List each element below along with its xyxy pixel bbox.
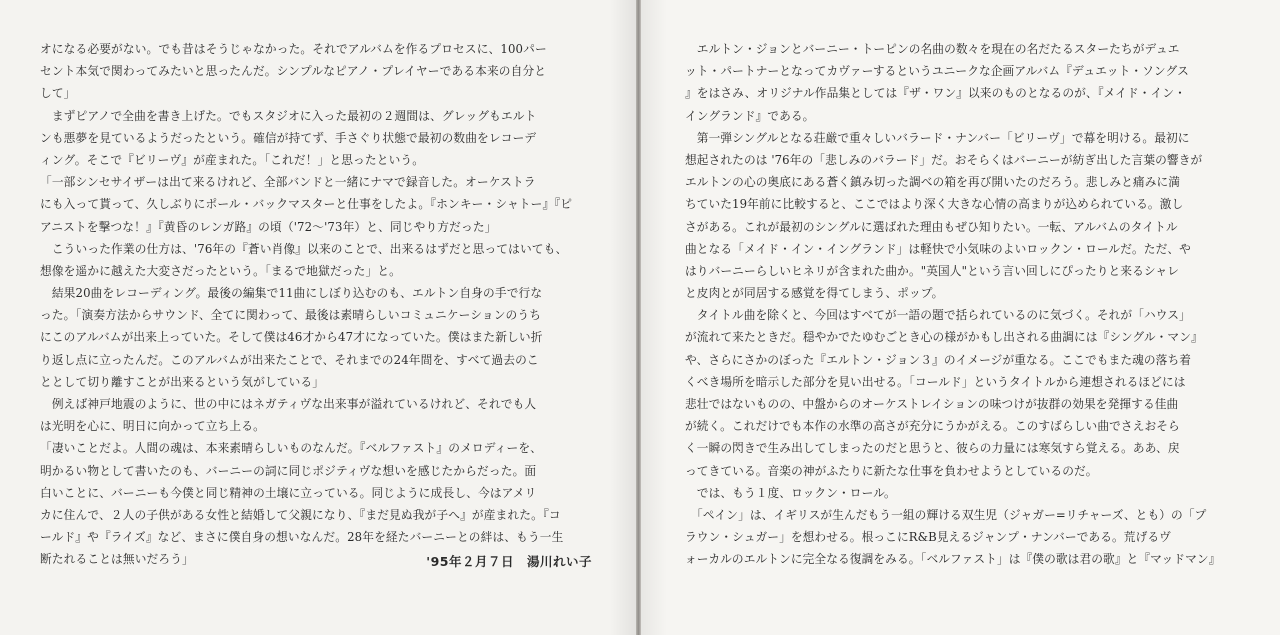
text-line: 』をはさみ、オリジナル作品集としては『ザ・ワン』以来のものとなるのが、『メイド・イン・ (685, 86, 1186, 101)
text-line: 断たれることは無いだろう」 (40, 552, 194, 567)
text-line: ちていた19年前に比較すると、ここではより深く大きな心情の高まりが込められている。激し (685, 197, 1184, 212)
text-line: と皮肉とが同居する感覚を得てしまう、ポップ。 (685, 286, 944, 301)
text-line: エルトン・ジョンとバーニー・トーピンの名曲の数々を現在の名だたるスターたちがデュエ (685, 42, 1180, 56)
text-line: 白いことに、バーニーも今僕と同じ精神の土壌に立っている。同じように成長し、今はアメリ (40, 485, 537, 500)
text-line: して」 (40, 86, 76, 101)
right-page-text (685, 38, 1252, 571)
text-line: 明かるい物として書いたのも、バーニーの詞に同じポジティヴな想いを感じたからだった。面 (40, 463, 537, 478)
text-line: 第一弾シングルとなる荘厳で重々しいバラード・ナンバー「ビリーヴ」で幕を明ける。最初に (685, 130, 1190, 145)
text-line: エルトンの心の奥底にある蒼く鎮み切った調べの箱を再び開いたのだろう。悲しみと痛みに満 (685, 175, 1181, 190)
text-line: 「ペイン」は、イギリスが生んだもう一組の輝ける双生児（ジャガー=リチャーズ、とも）の「プ (685, 507, 1207, 522)
text-line: イングランド』である。 (685, 108, 815, 123)
text-line: ット・パートナーとなってカヴァーするというユニークな企画アルバム『デュエット・ソングス (685, 64, 1189, 79)
text-line: ールド』や『ライズ』など、まさに僕自身の想いなんだ。28年を経たバーニーとの絆は、もう一生 (40, 530, 564, 545)
text-line: 想起されたのは '76年の「悲しみのバラード」だ。おそらくはバーニーが紡ぎ出した言葉の響きが (685, 152, 1203, 167)
text-line: 結果20曲をレコーディング。最後の編集で11曲にしぼり込むのも、エルトン自身の手で行な (40, 286, 543, 301)
text-line: 想像を遥かに越えた大変さだったという。「まるで地獄だった」と。 (40, 263, 401, 278)
text-line: こういった作業の仕方は、'76年の『蒼い肖像』以来のことで、出来るはずだと思ってはいても、 (40, 241, 568, 256)
text-line: 曲となる「メイド・イン・イングランド」は軽快で小気味のよいロックン・ロールだ。ただ、や (685, 241, 1191, 256)
text-line: まずピアノで全曲を書き上げた。でもスタジオに入った最初の２週間は、グレッグもエルト (40, 108, 537, 123)
signature: '95年２月７日 湯川れい子 (426, 554, 592, 569)
text-line: が流れて来たときだ。穏やかでたゆむごとき心の様がかもし出される曲調には『シングル・マン』 (685, 330, 1203, 345)
text-line: くべき場所を暗示した部分を見い出せる。「コールド」というタイトルから連想されるほどには (685, 374, 1186, 389)
text-line: 「凄いことだよ。人間の魂は、本来素晴らしいものなんだ。『ベルファスト』のメロディーを、 (40, 441, 542, 456)
text-line: ィング。そこで『ビリーヴ』が産まれた。「これだ！」と思ったという。 (40, 152, 425, 167)
text-line: オになる必要がない。でも昔はそうじゃなかった。それでアルバムを作るプロセスに、100パー (40, 42, 547, 56)
text-line: 例えば神戸地震のように、世の中にはネガティヴな出来事が溢れているけれど、それでも人 (40, 397, 537, 411)
left-page-text (40, 38, 602, 571)
text-line: ってきている。音楽の神がふたりに新たな仕事を負わせようとしているのだ。 (685, 463, 1098, 478)
text-line: はりバーニーらしいヒネリが含まれた曲か。"英国人"という言い回しにぴったりと来るシャレ (685, 263, 1180, 278)
text-line: にこのアルバムが出来上っていた。そして僕は46才から47才になっていた。僕はまた新しい折 (40, 330, 543, 345)
text-line: ンも悪夢を見ているようだったという。確信が持てず、手さぐり状態で最初の数曲をレコーデ (40, 130, 537, 145)
text-line: り返し点に立ったんだ。このアルバムが出来たことで、それまでの24年間を、すべて過去のこ (40, 352, 539, 367)
text-line: ォーカルのエルトンに完全なる復調をみる。「ベルファスト」は『僕の歌は君の歌』と『マッドマン』 (685, 552, 1221, 567)
left-page (0, 0, 636, 635)
text-line: や、さらにさかのぼった『エルトン・ジョン３』のイメージが重なる。ここでもまた魂の落ち着 (685, 352, 1192, 367)
text-line: 「一部シンセサイザーは出て来るけれど、全部バンドと一緒にナマで録音した。オーケストラ (40, 175, 536, 190)
text-line: さがある。これが最初のシングルに選ばれた理由もぜひ知りたい。一転、アルバムのタイトル (685, 219, 1178, 234)
text-line: にも入って貰って、久しぶりにポール・バックマスターと仕事をしたよ。『ホンキー・シャトー』『ピ (40, 197, 573, 212)
text-line: が続く。これだけでも本作の水準の高さが充分にうかがえる。このすばらしい曲でさえおそら (685, 419, 1180, 434)
text-line: ととして切り離すことが出来るという気がしている」 (40, 374, 325, 389)
text-line: タイトル曲を除くと、今回はすべてが一語の題で括られているのに気づく。それが「ハウス」 (685, 308, 1191, 323)
left-page-shadow (610, 0, 636, 635)
text-line: では、もう１度、ロックン・ロール。 (685, 485, 896, 500)
text-line: った。「演奏方法からサウンド、全てに関わって、最後は素晴らしいコミュニケーションのうち (40, 308, 542, 323)
text-line: カに住んで、２人の子供がある女性と結婚して父親になり、『まだ見ぬ我が子へ』が産まれた。『コ (40, 507, 561, 522)
text-line: は光明を心に、明日に向かって立ち上る。 (40, 419, 265, 434)
text-line: ラウン・シュガー」を想わせる。根っこにR&B見えるジャンプ・ナンバーである。荒げるヴ (685, 530, 1171, 545)
text-line: 悲壮ではないものの、中盤からのオーケストレイションの味つけが抜群の効果を発揮する佳曲 (685, 397, 1179, 411)
text-line: く一瞬の閃きで生み出してしまったのだと思うと、彼らの力量には寒気すら覚える。ああ、戻 (685, 441, 1180, 456)
text-line: アニストを撃つな！』『黄昏のレンガ路』の頃（'72〜'73年）と、同じやり方だった」 (40, 219, 497, 234)
right-page (641, 0, 1280, 635)
right-page-shadow (641, 0, 667, 635)
text-line: セント本気で関わってみたいと思ったんだ。シンプルなピアノ・プレイヤーである本来の自分と (40, 64, 547, 79)
